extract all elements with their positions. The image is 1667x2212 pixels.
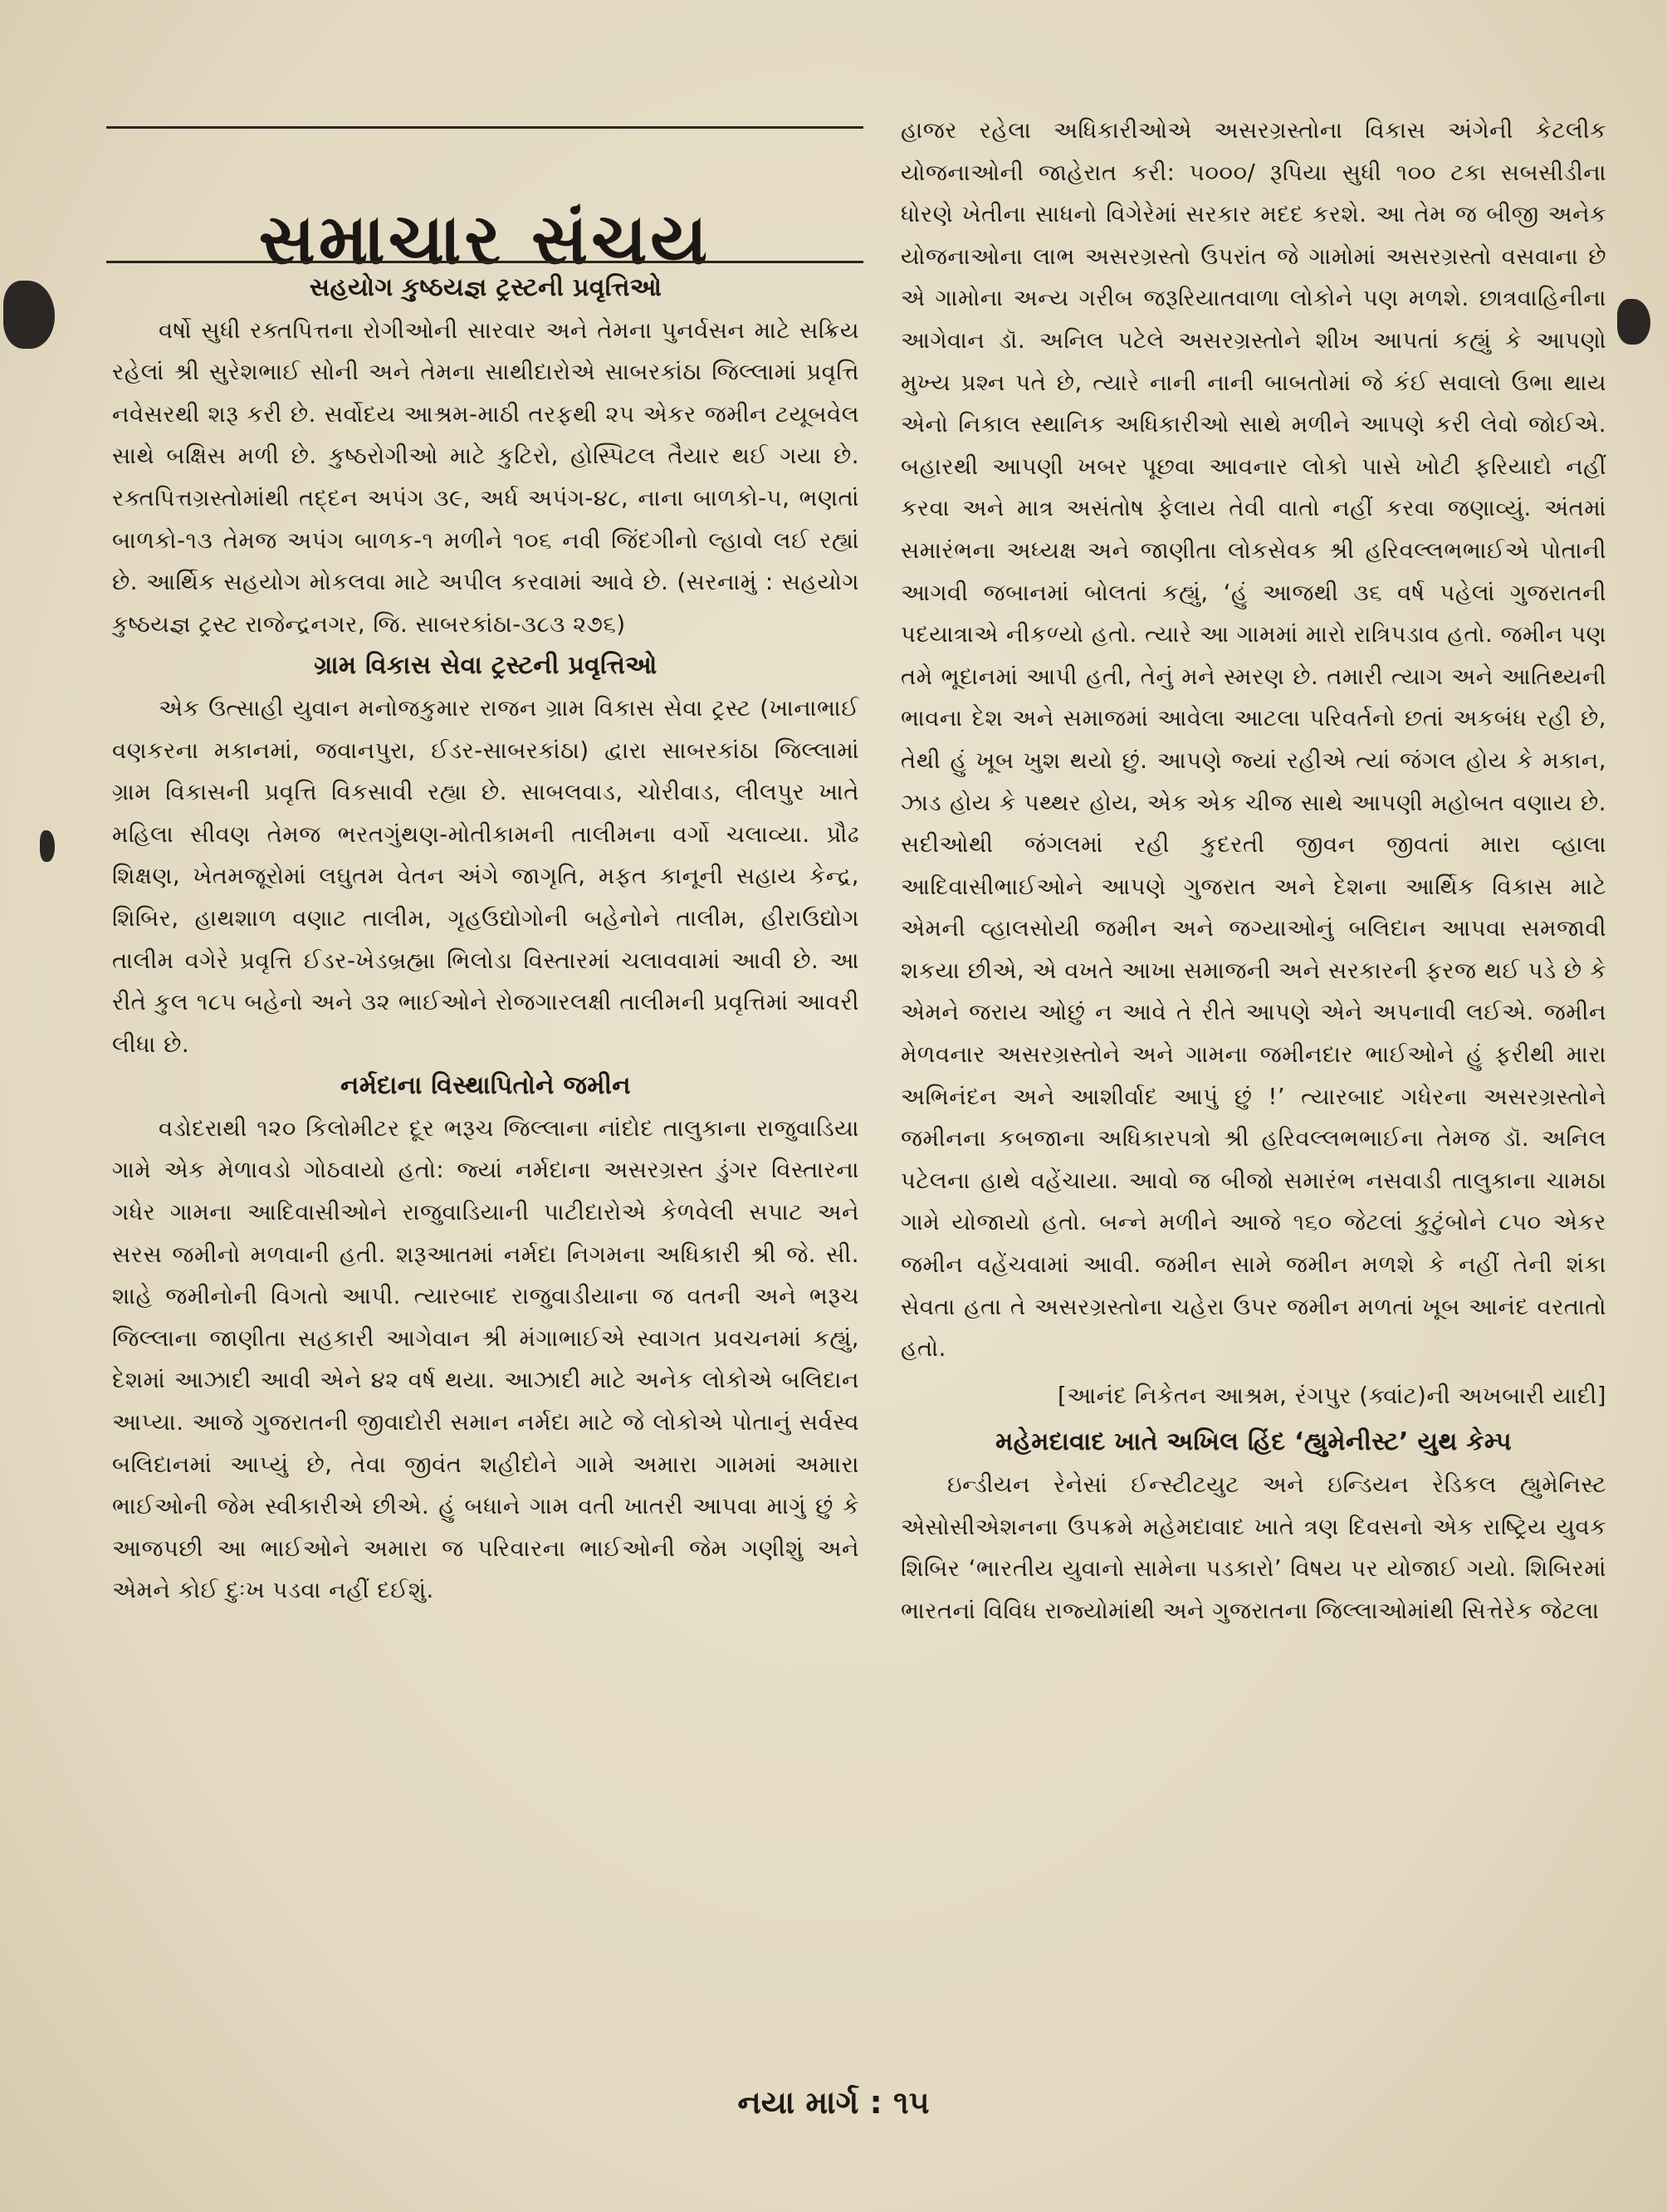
- article-body-narmada-part1: વડોદરાથી ૧૨૦ કિલોમીટર દૂર ભરૂચ જિલ્લાના નાંદોદ તાલુકાના રાજુવાડિયા ગામે એક મેળાવડો ગોઠવાયો હતો: જ્યાં નર્મદાના અસરગ્રસ્ત ડુંગર વિસ્તારના ગધેર ગામના આદિવાસીઓને રાજુવાડિયાની પાટીદારોએ કેળવેલી સપાટ અને સરસ જમીનો મળવાની હતી. શરૂઆતમાં નર્મદા નિગમના અધિકારી શ્રી જે. સી. શાહે જમીનોની વિગતો આપી. ત્યારબાદ રાજુવાડીયાના જ વતની અને ભરૂચ જિલ્લાના જાણીતા સહકારી આગેવાન શ્રી મંગાભાઈએ સ્વાગત પ્રવચનમાં કહ્યું, દેશમાં આઝાદી આવી એને ૪૨ વર્ષ થયા. આઝાદી માટે અનેક લોકોએ બલિદાન આપ્યા. આજે ગુજરાતની જીવાદોરી સમાન નર્મદા માટે જે લોકોએ પોતાનું સર્વસ્વ બલિદાનમાં આપ્યું છે, તેવા જીવંત શહીદોને ગામે અમારા ગામમાં અમારા ભાઈઓની જેમ સ્વીકારીએ છીએ. હું બધાને ગામ વતી ખાતરી આપવા માગું છું કે આજપછી આ ભાઈઓને અમારા જ પરિવારના ભાઈઓની જેમ ગણીશું અને એમને કોઈ દુઃખ પડવા નહીં દઈશું.: [112, 1114, 859, 1604]
- left-column: [112, 267, 859, 1612]
- title-rule-bottom: [106, 261, 863, 263]
- article-body-gram-vikas: એક ઉત્સાહી યુવાન મનોજકુમાર રાજન ગ્રામ વિકાસ સેવા ટ્રસ્ટ (ખાનાભાઈ વણકરના મકાનમાં, જવાનપુરા, ઈડર-સાબરકાંઠા) દ્વારા સાબરકાંઠા જિલ્લામાં ગ્રામ વિકાસની પ્રવૃત્તિ વિકસાવી રહ્યા છે. સાબલવાડ, ચોરીવાડ, લીલપુર ખાતે મહિલા સીવણ તેમજ ભરતગુંથણ-મોતીકામની તાલીમના વર્ગો ચલાવ્યા. પ્રૌઢ શિક્ષણ, ખેતમજૂરોમાં લઘુતમ વેતન અંગે જાગૃતિ, મફત કાનૂની સહાય કેન્દ્ર, શિબિર, હાથશાળ વણાટ તાલીમ, ગૃહઉદ્યોગોની બહેનોને તાલીમ, હીરાઉદ્યોગ તાલીમ વગેરે પ્રવૃત્તિ ઈડર-ખેડબ્રહ્મા ભિલોડા વિસ્તારમાં ચલાવવામાં આવી છે. આ રીતે કુલ ૧૮૫ બહેનો અને ૩૨ ભાઈઓને રોજગારલક્ષી તાલીમની પ્રવૃત્તિમાં આવરી લીધા છે.: [112, 694, 859, 1058]
- article-heading-humanist-camp: મહેમદાવાદ ખાતે અખિલ હિંદ ‘હ્યુમેનીસ્ટ’ યુથ કેમ્પ: [995, 1427, 1512, 1457]
- article-body-narmada-part2: હાજર રહેલા અધિકારીઓએ અસરગ્રસ્તોના વિકાસ અંગેની કેટલીક યોજનાઓની જાહેરાત કરી: ૫૦૦૦/ રૂપિયા સુધી ૧૦૦ ટકા સબસીડીના ધોરણે ખેતીના સાધનો વિગેરેમાં સરકાર મદદ કરશે. આ તેમ જ બીજી અનેક યોજનાઓના લાભ અસરગ્રસ્તો ઉપરાંત જે ગામોમાં અસરગ્રસ્તો વસવાના છે એ ગામોના અન્ય ગરીબ જરૂરિયાતવાળા લોકોને પણ મળશે. છાત્રવાહિનીના આગેવાન ડૉ. અનિલ પટેલે અસરગ્રસ્તોને શીખ આપતાં કહ્યું કે આપણો મુખ્ય પ્રશ્ન પતે છે, ત્યારે નાની નાની બાબતોમાં જે કંઈ સવાલો ઉભા થાય એનો નિકાલ સ્થાનિક અધિકારીઓ સાથે મળીને આપણે કરી લેવો જોઈએ. બહારથી આપણી ખબર પૂછવા આવનાર લોકો પાસે ખોટી ફરિયાદો નહીં કરવા અને માત્ર અસંતોષ ફેલાય તેવી વાતો નહીં કરવા જણાવ્યું. અંતમાં સમારંભના અધ્યક્ષ અને જાણીતા લોકસેવક શ્રી હરિવલ્લભભાઈએ પોતાની આગવી જબાનમાં બોલતાં કહ્યું, ‘હું આજથી ૩૬ વર્ષ પહેલાં ગુજરાતની પદયાત્રાએ નીકળ્યો હતો. ત્યારે આ ગામમાં મારો રાત્રિપડાવ હતો. જમીન પણ તમે ભૂદાનમાં આપી હતી, તેનું મને સ્મરણ છે. તમારી ત્યાગ અને આતિથ્યની ભાવના દેશ અને સમાજમાં આવેલા આટલા પરિવર્તનો છતાં અકબંધ રહી છે, તેથી હું ખૂબ ખુશ થયો છું. આપણે જ્યાં રહીએ ત્યાં જંગલ હોય કે મકાન, ઝાડ હોય કે પથ્થર હોય, એક એક ચીજ સાથે આપણી મહોબત વણાય છે. સદીઓથી જંગલમાં રહી કુદરતી જીવન જીવતાં મારા વ્હાલા આદિવાસીભાઈઓને આપણે ગુજરાત અને દેશના આર્થિક વિકાસ માટે એમની વ્હાલસોયી જમીન અને જગ્યાઓનું બલિદાન આપવા સમજાવી શકયા છીએ, એ વખતે આખા સમાજની અને સરકારની ફરજ થઈ પડે છે કે એમને જરાય ઓછું ન આવે તે રીતે આપણે એને અપનાવી લઈએ. જમીન મેળવનાર અસરગ્રસ્તોને અને ગામના જમીનદાર ભાઈઓને હું ફરીથી મારા અભિનંદન અને આશીર્વાદ આપું છું !’ ત્યારબાદ ગધેરના અસરગ્રસ્તોને જમીનના કબજાના અધિકારપત્રો શ્રી હરિવલ્લભભાઈના તેમજ ડૉ. અનિલ પટેલના હાથે વહેંચાયા. આવો જ બીજો સમારંભ નસવાડી તાલુકાના ચામઠા ગામે યોજાયો હતો. બન્ને મળીને આજે ૧૬૦ જેટલાં કુટુંબોને ૮૫૦ એકર જમીન વહેંચવામાં આવી. જમીન સામે જમીન મળશે કે નહીં તેની શંકા સેવતા હતા તે અસરગ્રસ્તોના ચહેરા ઉપર જમીન મળતાં ખૂબ આનંદ વરતાતો હતો.: [901, 117, 1606, 1363]
- article-heading-narmada: નર્મદાના વિસ્થાપિતોને જમીન: [340, 1071, 631, 1101]
- ink-mark-small: [40, 830, 55, 862]
- ink-blot-right: [1617, 299, 1650, 345]
- title-rule-top: [106, 126, 863, 129]
- article-heading-sahyog: સહયોગ કુષ્ઠયજ્ઞ ટ્રસ્ટની પ્રવૃત્તિઓ: [309, 273, 662, 302]
- article-body-sahyog: વર્ષો સુધી રક્તપિત્તના રોગીઓની સારવાર અને તેમના પુનર્વસન માટે સક્રિય રહેલાં શ્રી સુરેશભાઈ સોની અને તેમના સાથીદારોએ સાબરકાંઠા જિલ્લામાં પ્રવૃત્તિ નવેસરથી શરૂ કરી છે. સર્વોદય આશ્રમ-માઠી તરફથી ૨૫ એકર જમીન ટયૂબવેલ સાથે બક્ષિસ મળી છે. કુષ્ઠરોગીઓ માટે કુટિરો, હોસ્પિટલ તૈયાર થઈ ગયા છે. રક્તપિત્તગ્રસ્તોમાંથી તદ્દન અપંગ ૩૯, અર્ધ અપંગ-૪૮, નાના બાળકો-૫, ભણતાં બાળકો-૧૩ તેમજ અપંગ બાળક-૧ મળીને ૧૦૬ નવી જિંદગીનો લ્હાવો લઈ રહ્યાં છે. આર્થિક સહયોગ મોકલવા માટે અપીલ કરવામાં આવે છે. (સરનામું : સહયોગ કુષ્ઠયજ્ઞ ટ્રસ્ટ રાજેન્દ્રનગર, જિ. સાબરકાંઠા-૩૮૩ ૨૭૬): [112, 316, 859, 638]
- ink-blot-left: [3, 281, 55, 349]
- article-credit-narmada: [આનંદ નિકેતન આશ્રમ, રંગપુર (ક્વાંટ)ની અખબારી યાદી]: [1057, 1382, 1606, 1409]
- right-column: [901, 110, 1606, 1632]
- article-heading-gram-vikas: ગ્રામ વિકાસ સેવા ટ્રસ્ટની પ્રવૃત્તિઓ: [314, 651, 658, 681]
- page-title: સમાચાર સંચય: [258, 198, 711, 281]
- article-body-humanist-camp: ઇન્ડીયન રેનેસાં ઈન્સ્ટીટયુટ અને ઇન્ડિયન રેડિકલ હ્યુમેનિસ્ટ એસોસીએશનના ઉપક્રમે મહેમદાવાદ ખાતે ત્રણ દિવસનો એક રાષ્ટ્રિય યુવક શિબિર ‘ભારતીય યુવાનો સામેના પડકારો’ વિષય પર યોજાઈ ગયો. શિબિરમાં ભારતનાં વિવિધ રાજ્યોમાંથી અને ગુજરાતના જિલ્લાઓમાંથી સિત્તેરેક જેટલા: [901, 1471, 1606, 1624]
- page-footer: નયા માર્ગ : ૧૫: [737, 2084, 930, 2121]
